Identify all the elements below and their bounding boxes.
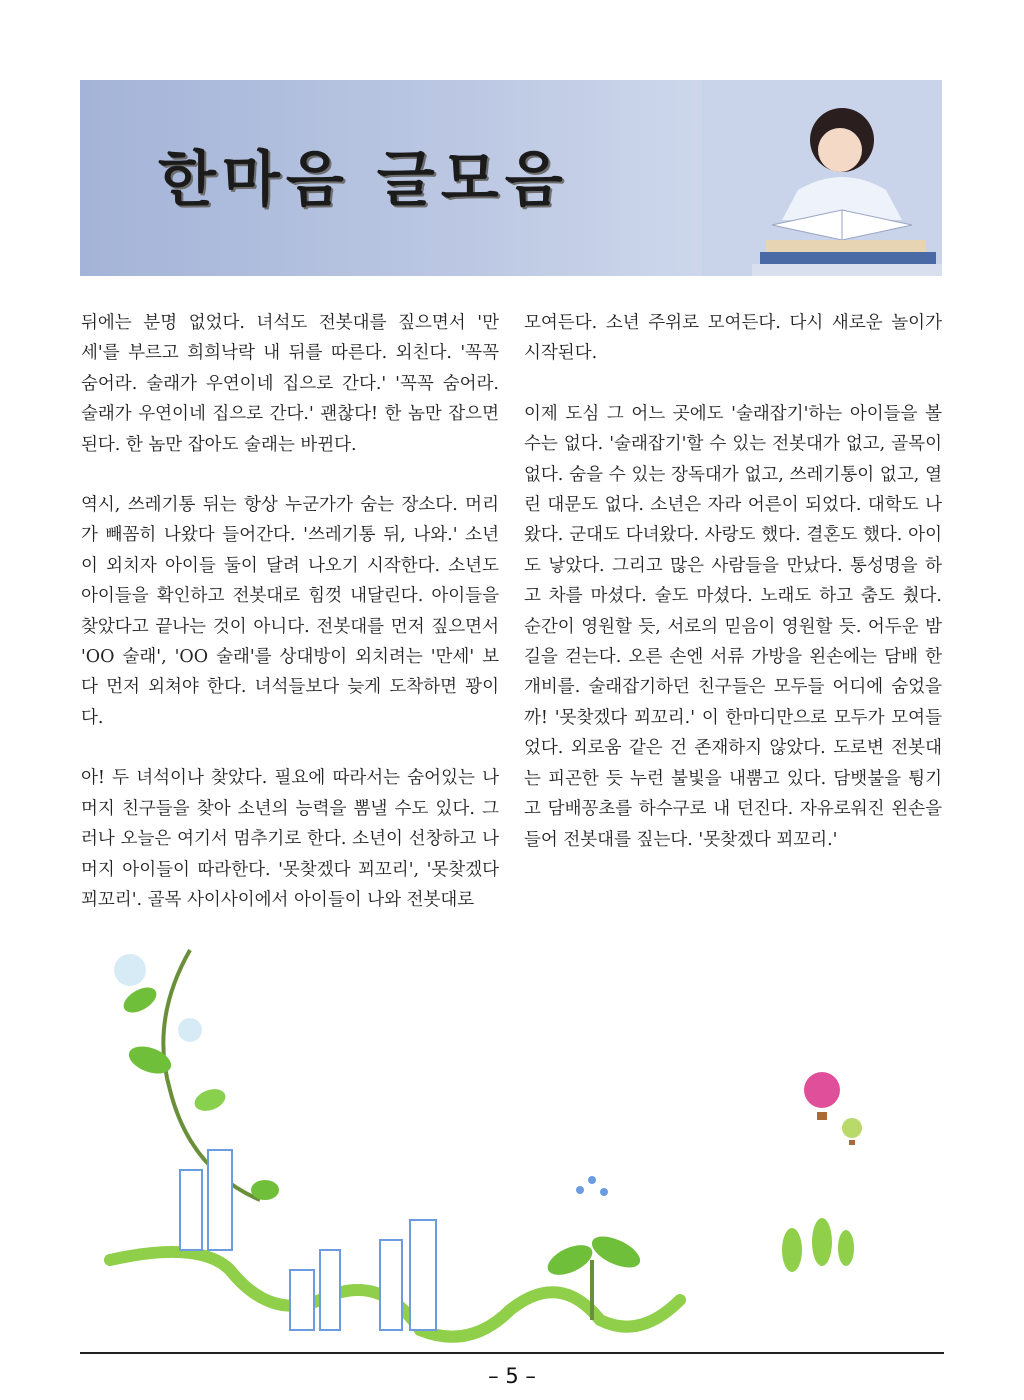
hot-air-balloon (804, 1072, 840, 1120)
paragraph: 아! 두 녀석이나 찾았다. 필요에 따라서는 숨어있는 나머지 친구들을 찾아 소년의 능력을 뽐낼 수도 있다. 그러나 오늘은 여기서 멈추기로 한다. 소년이 선창하고 나머지 아이들이 따라한다. '못찾겠다 꾀꼬리', '못찾겠다 꾀꼬리'. 골목 사이사이에서 아이들이 나와 전봇대로 (81, 768, 499, 910)
building (180, 1170, 202, 1250)
left-column (81, 308, 499, 945)
paragraph: 이제 도심 그 어느 곳에도 '술래잡기'하는 아이들을 볼 수는 없다. '술래잡기'할 수 있는 전봇대가 없고, 골목이 없다. 숨을 수 있는 장독대가 없고, 쓰레기통이 없고, 열린 대문도 없다. 소년은 자라 어른이 되었다. 대학도 나왔다. 군대도 다녀왔다. 사랑도 했다. 결혼도 했다. 아이도 낳았다. 그리고 많은 사람들을 만났다. 통성명을 하고 차를 마셨다. 술도 마셨다. 노래도 하고 춤도 췄다. 순간이 영원할 듯, 서로의 믿음이 영원할 듯. 어두운 밤길을 걷는다. 오른 손엔 서류 가방을 왼손에는 담배 한 개비를. 술래잡기하던 친구들은 모두들 어디에 숨었을까! '못찾겠다 꾀꼬리.' 이 한마디만으로 모두가 모여들었다. 외로움 같은 건 존재하지 않았다. 도로변 전봇대는 피곤한 듯 누런 불빛을 내뿜고 있다. 담뱃불을 튕기고 담배꽁초를 하수구로 내 던진다. 자유로워진 왼손을 들어 전봇대를 짚는다. '못찾겠다 꾀꼬리.' (524, 403, 942, 850)
building (290, 1270, 314, 1330)
building (320, 1250, 340, 1330)
paragraph: 모여든다. 소년 주위로 모여든다. 다시 새로운 놀이가 시작된다. (524, 313, 942, 364)
nature-city-illustration (80, 940, 944, 1350)
building (208, 1150, 232, 1250)
footer-divider (80, 1352, 944, 1354)
page-title: 한마음 글모음 (158, 145, 569, 215)
paragraph: 뒤에는 분명 없었다. 녀석도 전봇대를 짚으면서 '만세'를 부르고 희희낙락 내 뒤를 따른다. 외친다. '꼭꼭 숨어라. 술래가 우연이네 집으로 간다.' '꼭꼭 숨어라. 술래가 우연이네 집으로 간다.' 괜찮다! 한 놈만 잡으면 된다. 한 놈만 잡아도 술래는 바뀐다. (81, 313, 499, 455)
header-banner (80, 80, 942, 276)
page-number: – 5 – (488, 1364, 536, 1388)
paragraph: 역시, 쓰레기통 뒤는 항상 누군가가 숨는 장소다. 머리가 빼꼼히 나왔다 들어간다. '쓰레기통 뒤, 나와.' 소년이 외치자 아이들 둘이 달려 나오기 시작한다. 소년도 아이들을 확인하고 전봇대로 힘껏 내달린다. 아이들을 찾았다고 끝나는 것이 아니다. 전봇대를 먼저 짚으면서 'OO 술래', 'OO 술래'를 상대방이 외치려는 '만세' 보다 먼저 외쳐야 한다. 녀석들보다 늦게 도착하면 꽝이다. (81, 495, 499, 728)
girl-reading-illustration (702, 80, 942, 276)
right-column (524, 308, 942, 885)
hot-air-balloon (842, 1118, 862, 1145)
building (410, 1220, 436, 1330)
building (380, 1240, 402, 1330)
